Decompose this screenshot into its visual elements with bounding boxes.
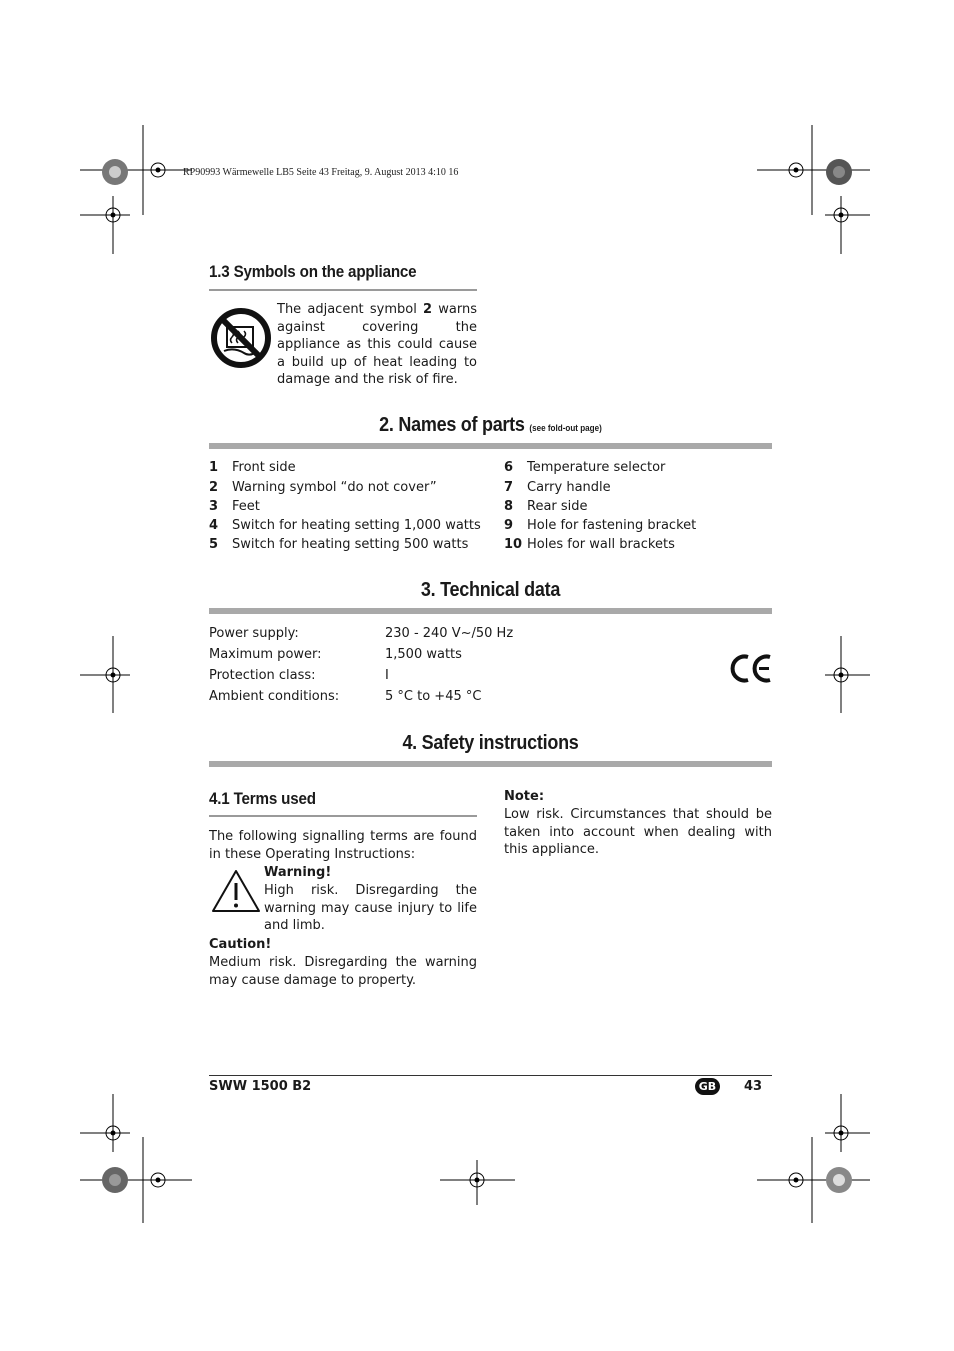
- tech-value: 230 - 240 V~/50 Hz: [385, 626, 514, 641]
- warning-text: High risk. Disregarding the warning may cause injury to life and limb.: [264, 883, 477, 934]
- tech-value: 1,500 watts: [385, 647, 462, 662]
- list-item: 1 Front side: [209, 460, 296, 475]
- do-not-cover-symbol-icon: [210, 307, 272, 369]
- warning-title: Warning!: [264, 865, 332, 880]
- print-header: RP90993 Wärmewelle LB5 Seite 43 Freitag, 9. August 2013 4:10 16: [183, 167, 459, 178]
- note-text: Low risk. Circumstances that should be taken into account when dealing with this appliance.: [504, 807, 772, 858]
- tech-label: Ambient conditions:: [209, 689, 340, 704]
- list-item: 8 Rear side: [504, 499, 588, 514]
- list-item: 3 Feet: [209, 499, 260, 514]
- list-item: 9 Hole for fastening bracket: [504, 518, 697, 533]
- section-heading-symbols: 1.3 Symbols on the appliance: [209, 263, 417, 281]
- ce-mark-icon: [729, 652, 773, 685]
- section-rule: [209, 815, 477, 817]
- tech-label: Power supply:: [209, 626, 299, 641]
- section-heading-safety-instructions: 4. Safety instructions: [402, 732, 579, 754]
- section-rule: [209, 289, 477, 291]
- tech-value: I: [385, 668, 389, 683]
- list-item: 4 Switch for heating setting 1,000 watts: [209, 518, 481, 533]
- footer-rule: [209, 1075, 772, 1076]
- section-rule: [209, 443, 772, 449]
- tech-value: 5 °C to +45 °C: [385, 689, 482, 704]
- list-item: 7 Carry handle: [504, 480, 611, 495]
- symbols-paragraph: The adjacent symbol 2 warns against covering the appliance as this could cause a build up of heat leading to damage and the risk of fire.: [277, 302, 477, 388]
- caution-title: Caution!: [209, 937, 272, 952]
- note-title: Note:: [504, 789, 545, 804]
- section-heading-terms-used: 4.1 Terms used: [209, 790, 316, 808]
- tech-label: Protection class:: [209, 668, 316, 683]
- terms-intro: The following signalling terms are found in these Operating Instructions:: [209, 829, 477, 862]
- section-heading-names-of-parts: 2. Names of parts (see fold-out page): [379, 414, 602, 436]
- section-rule: [209, 761, 772, 767]
- section-rule: [209, 608, 772, 614]
- list-item: 6 Temperature selector: [504, 460, 666, 475]
- list-item: 2 Warning symbol “do not cover”: [209, 480, 437, 495]
- page-number: 43: [744, 1079, 763, 1094]
- list-item: 5 Switch for heating setting 500 watts: [209, 537, 469, 552]
- language-badge: GB: [695, 1078, 720, 1095]
- footer-model: SWW 1500 B2: [209, 1079, 312, 1094]
- section-heading-technical-data: 3. Technical data: [420, 579, 561, 601]
- list-item: 10 Holes for wall brackets: [504, 537, 675, 552]
- tech-label: Maximum power:: [209, 647, 322, 662]
- caution-text: Medium risk. Disregarding the warning may cause damage to property.: [209, 955, 477, 988]
- warning-triangle-icon: [210, 868, 262, 914]
